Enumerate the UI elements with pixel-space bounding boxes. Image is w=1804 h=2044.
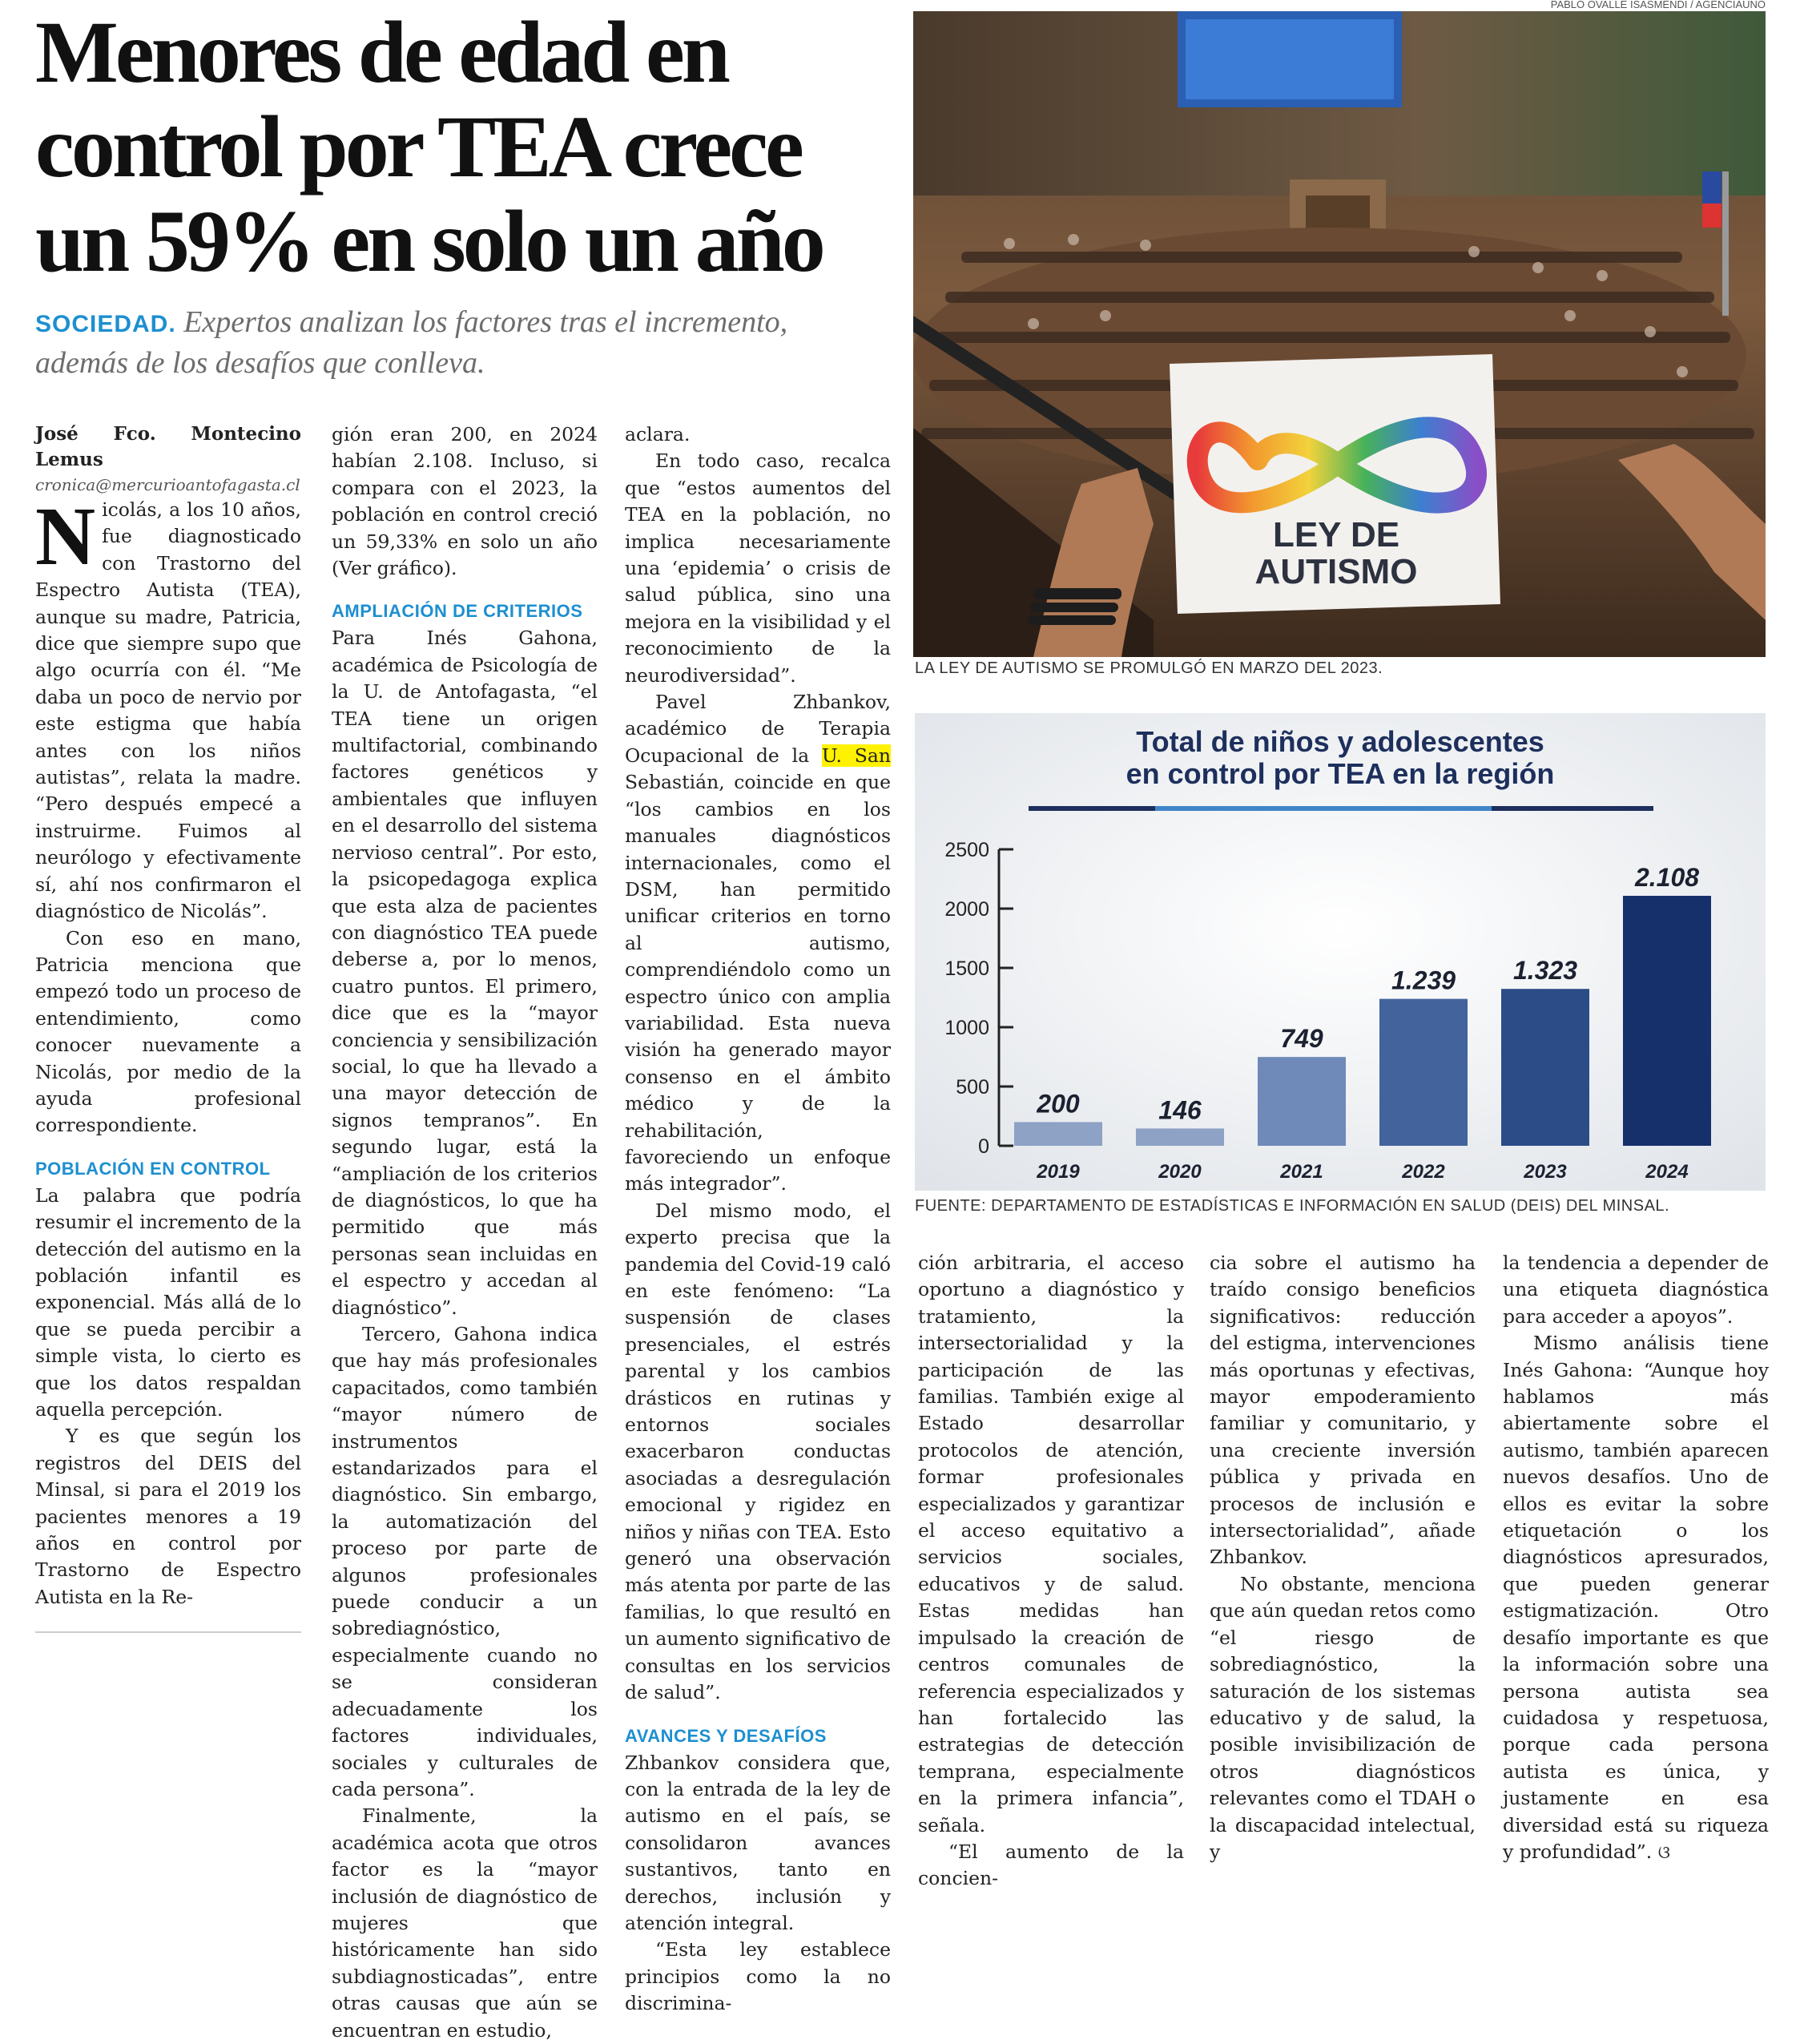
paragraph: No obstante, menciona que aún quedan retos como “el riesgo de sobrediagnóstico, la saturación de los sistemas educativo y de salud, la posible invisibilización de otros diagnósticos relevantes como el TDAH o la discapacidad intelectual, y — [1210, 1572, 1476, 1863]
bar-value-label: 749 — [1280, 1024, 1323, 1054]
paragraph: aclara. — [625, 423, 691, 445]
section-kicker: SOCIEDAD. — [35, 311, 176, 337]
end-mark-icon: ଓ — [1657, 1842, 1670, 1863]
y-tick-label: 500 — [956, 1076, 989, 1099]
paragraph: La palabra que podría resumir el incremento de la detección del autismo en la población infantil es exponencial. Más allá de lo que se pueda percibir a simple vista, lo cierto es que los datos respaldan aquella percepción. — [35, 1183, 301, 1421]
paragraph: cia sobre el autismo ha traído consigo beneficios significativos: reducción del estigma, intervenciones más oportunas y efectivas, mayor empoderamiento familiar y comunitario, y una creciente inversión pública y privada en procesos de inclusión e intersectorialidad”, añade Zhbankov. — [1210, 1252, 1476, 1569]
chart-canvas — [915, 713, 1766, 1191]
article-column-6 — [1503, 1250, 1769, 1866]
x-tick-label: 2021 — [1280, 1161, 1323, 1183]
article-photo — [913, 11, 1766, 657]
bar-2024 — [1623, 896, 1711, 1146]
bar-2023 — [1501, 989, 1589, 1146]
x-tick-label: 2020 — [1158, 1161, 1202, 1183]
x-tick-label: 2023 — [1524, 1161, 1567, 1183]
x-tick-label: 2019 — [1037, 1161, 1080, 1183]
byline: José Fco. Montecino Lemus — [35, 423, 301, 470]
headline: Menores de edad en control por TEA crece un 59% en solo un año — [35, 3, 823, 290]
bar-2022 — [1379, 999, 1468, 1146]
paragraph: ción arbitraria, el acceso oportuno a diagnóstico y tratamiento, la intersectorialidad y la participación de las familias. También exige al Estado desarrollar protocolos de atención, formar profesionales especializados y garantizar el acceso equitativo a servicios sociales, educativos y de salud. Estas medidas han impulsado la creación de centros comunales de referencia especializados y han fortalecido las estrategias de detección temprana, especialmente en la primera infancia”, señala. — [918, 1252, 1184, 1836]
drop-cap: N — [35, 490, 96, 583]
paragraph: gión eran 200, en 2024 habían 2.108. Incluso, si compara con el 2023, la población en control creció un 59,33% en solo un año (Ver gráfico). — [332, 423, 598, 580]
sign-text-line2: AUTISMO — [1254, 552, 1418, 591]
bar-chart — [915, 713, 1766, 1191]
author-email: cronica@mercurioantofagasta.cl — [35, 475, 300, 494]
highlighted-text: U. San — [821, 744, 891, 767]
bar-value-label: 1.323 — [1512, 956, 1578, 986]
bar-value-label: 1.239 — [1391, 966, 1456, 995]
section-heading: AMPLIACIÓN DE CRITERIOS — [332, 601, 583, 622]
bar-value-label: 146 — [1158, 1095, 1202, 1125]
photo-caption: LA LEY DE AUTISMO SE PROMULGÓ EN MARZO DEL 2023. — [915, 659, 1383, 677]
chart-title-line1: Total de niños y adolescentes — [1136, 725, 1544, 758]
paragraph: Tercero, Gahona indica que hay más profesionales capacitados, como también “mayor número de instrumentos estandarizados para el diagnóstico. Sin embargo, la automatización del proceso por parte de algunos profesionales puede conducir a un sobrediagnóstico, especialmente cuando no se consideran adecuadamente los factores individuales, sociales y culturales de cada persona”. — [332, 1323, 598, 1800]
paragraph: Y es que según los registros del DEIS del Minsal, si para el 2019 los pacientes menores a 19 años en control por Trastorno de Espectro Autista en la Re- — [35, 1425, 301, 1608]
paragraph: Finalmente, la académica acota que otros factor es la “mayor inclusión de diagnóstico de mujeres que históricamente han sido subdiagnosticadas”, entre otras causas que aún se encuentran en estudio, — [332, 1804, 598, 2042]
article-column-2 — [332, 421, 598, 2044]
paragraph: Zhbankov considera que, con la entrada de la ley de autismo en el país, se consolidaron avances sustantivos, tanto en derechos, inclusión y atención integral. — [625, 1751, 891, 1934]
y-tick-label: 1000 — [944, 1017, 989, 1039]
chart-title-line2: en control por TEA en la región — [1125, 757, 1555, 790]
bar-value-label: 2.108 — [1634, 863, 1700, 893]
paragraph: Con eso en mano, Patricia menciona que empezó todo un proceso de entendimiento, como conocer nuevamente a Nicolás, por medio de la ayuda profesional correspondiente. — [35, 926, 301, 1137]
subhead — [35, 303, 884, 382]
paragraph: Para Inés Gahona, académica de Psicología de la U. de Antofagasta, “el TEA tiene un origen multifactorial, combinando factores genéticos y ambientales que influyen en el desarrollo del sistema nervioso central”. Por esto, la psicopedagoga explica que esta alza de pacientes con diagnóstico TEA puede deberse a, por lo menos, cuatro puntos. El primero, dice que es la “mayor conciencia y sensibilización social, lo que ha llevado a una mayor detección de signos tempranos”. En segundo lugar, está la “ampliación de los criterios de diagnósticos, lo que ha permitido que más personas sean incluidas en el espectro y accedan al diagnóstico”. — [332, 627, 598, 1319]
bar-value-label: 200 — [1037, 1089, 1080, 1119]
sign-text-line1: LEY DE — [1272, 515, 1400, 554]
paragraph: Mismo análisis tiene Inés Gahona: “Aunque hoy hablamos más abiertamente sobre el autismo, también aparecen nuevos desafíos. Uno de ellos es evitar la sobre etiquetación o los diagnósticos apresurados, que pueden generar estigmatización. Otro desafío importante es que la información sobre una persona autista sea cuidadosa y respetuosa, porque cada persona autista es única, y justamente en esa diversidad está su riqueza y profundidad”. ଓ — [1503, 1332, 1769, 1863]
photo-credit: PABLO OVALLE ISASMENDI / AGENCIAUNO — [1550, 0, 1766, 10]
y-tick-label: 1500 — [944, 957, 989, 980]
section-heading: AVANCES Y DESAFÍOS — [625, 1725, 827, 1746]
bar-2019 — [1014, 1122, 1102, 1146]
paragraph: “El aumento de la concien- — [918, 1840, 1184, 1890]
bar-2021 — [1258, 1057, 1346, 1146]
parliament-photo — [913, 11, 1766, 657]
paragraph: En todo caso, recalca que “estos aumentos del TEA en la población, no implica necesariamente una ‘epidemia’ o crisis de salud pública, sino una mejora en la visibilidad y el reconocimiento de la neurodiversidad”. — [625, 450, 891, 687]
bar-2020 — [1136, 1128, 1224, 1146]
paragraph: Pavel Zhbankov, académico de Terapia Ocupacional de la U. San Sebastián, coincide en que “los cambios en los manuales diagnósticos internacionales, como el DSM, han permitido unificar criterios en torno al autismo, comprendiéndolo como un espectro único con amplia variabilidad. Esta nueva visión ha generado mayor consenso en el ámbito médico y de la rehabilitación, favoreciendo un enfoque más integrador”. — [625, 691, 891, 1195]
paragraph: “Esta ley establece principios como la no discrimina- — [625, 1938, 891, 2015]
y-tick-label: 2500 — [944, 839, 989, 861]
article-column-4 — [918, 1250, 1184, 1893]
article-column-3 — [625, 421, 891, 2018]
section-heading: POBLACIÓN EN CONTROL — [35, 1158, 271, 1179]
x-tick-label: 2022 — [1402, 1161, 1445, 1183]
x-tick-label: 2024 — [1645, 1161, 1689, 1183]
chart-source: FUENTE: DEPARTAMENTO DE ESTADÍSTICAS E INFORMACIÓN EN SALUD (DEIS) DEL MINSAL. — [915, 1197, 1670, 1215]
paragraph: Nicolás, a los 10 años, fue diagnosticado con Trastorno del Espectro Autista (TEA), aunque su madre, Patricia, dice que siempre supo que algo ocurría con él. “Me daba un poco de nervio por este estigma que había antes con los niños autistas”, relata la madre. “Pero después empecé a instruirme. Fuimos al neurólogo y efectivamente sí, ahí nos confirmaron el diagnóstico de Nicolás”. — [35, 490, 301, 923]
paragraph: la tendencia a depender de una etiqueta diagnóstica para acceder a apoyos”. — [1503, 1252, 1769, 1328]
subhead-text: Expertos analizan los factores tras el incremento, además de los desafíos que conlleva. — [35, 305, 788, 380]
y-tick-label: 0 — [978, 1135, 989, 1158]
y-tick-label: 2000 — [944, 898, 989, 921]
article-column-1 — [35, 421, 301, 1633]
article-column-5 — [1210, 1250, 1476, 1865]
column-divider — [35, 1631, 301, 1633]
paragraph: Del mismo modo, el experto precisa que la pandemia del Covid-19 caló en este fenómeno: “La suspensión de clases presenciales, el estrés parental y los cambios drásticos en rutinas y entornos sociales exacerbaron conductas asociadas a desregulación emocional y rigidez en niños y niñas con TEA. Esto generó una observación más atenta por parte de las familias, lo que resultó en un aumento significativo de consultas en los servicios de salud”. — [625, 1199, 891, 1704]
